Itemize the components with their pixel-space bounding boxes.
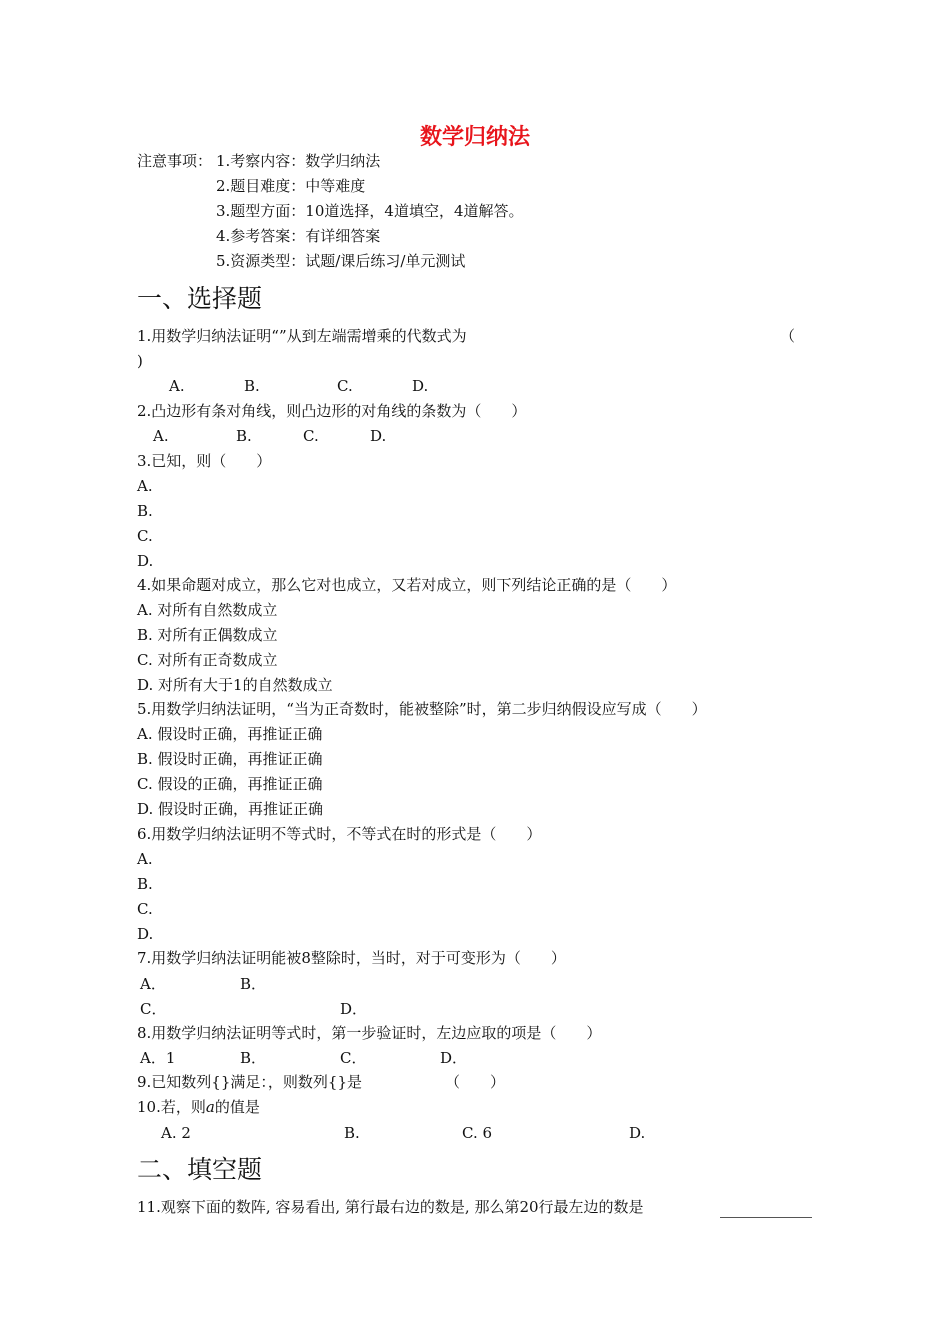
question-2-option: C. — [303, 427, 319, 445]
notes-item: 2.题目难度：中等难度 — [216, 177, 366, 195]
question-5-stem: 5.用数学归纳法证明，“当为正奇数时，能被整除”时，第二步归纳假设应写成（ ） — [137, 700, 707, 718]
question-5-option: B. 假设时正确，再推证正确 — [137, 750, 323, 768]
notes-label: 注意事项： — [137, 152, 213, 170]
notes-item: 4.参考答案：有详细答案 — [216, 227, 381, 245]
question-1-option: C. — [337, 377, 353, 395]
notes-item: 5.资源类型：试题/课后练习/单元测试 — [216, 252, 466, 270]
question-4-option: B. 对所有正偶数成立 — [137, 626, 278, 644]
question-10-option: C. 6 — [462, 1124, 493, 1142]
question-1-paren-close: ) — [137, 352, 143, 370]
question-5-option: C. 假设的正确，再推证正确 — [137, 775, 323, 793]
question-6-option: D. — [137, 925, 154, 943]
question-9-paren: （ ） — [445, 1073, 506, 1091]
question-8-option: C． — [340, 1049, 367, 1067]
question-2-option: D. — [370, 427, 387, 445]
question-6-option: B. — [137, 875, 153, 893]
question-1-option: B. — [244, 377, 260, 395]
section-heading-choice: 一、选择题 — [137, 284, 263, 313]
question-1-option: A. — [169, 377, 185, 395]
question-6-stem: 6.用数学归纳法证明不等式时，不等式在时的形式是（ ） — [137, 825, 542, 843]
question-8-option: B． — [240, 1049, 267, 1067]
question-7-stem: 7.用数学归纳法证明能被8整除时，当时，对于可变形为（ ） — [137, 949, 566, 967]
question-5-option: A. 假设时正确，再推证正确 — [137, 725, 323, 743]
question-3-option: C. — [137, 527, 153, 545]
question-2-option: A. — [153, 427, 169, 445]
question-9-stem: 9.已知数列{}满足：，则数列{}是 — [137, 1073, 362, 1091]
question-3-option: B. — [137, 502, 153, 520]
question-2-stem: 2.凸边形有条对角线，则凸边形的对角线的条数为（ ） — [137, 402, 527, 420]
question-4-stem: 4.如果命题对成立，那么它对也成立，又若对成立，则下列结论正确的是（ ） — [137, 576, 677, 594]
document-title: 数学归纳法 — [419, 125, 530, 150]
question-7-option: A． — [140, 975, 166, 993]
question-10-stem-a: 10.若，则 — [137, 1098, 206, 1116]
question-10-option: A. 2 — [161, 1124, 191, 1142]
question-3-option: A. — [137, 477, 153, 495]
answer-blank-line — [720, 1217, 812, 1218]
notes-item: 3.题型方面：10道选择，4道填空，4道解答。 — [216, 202, 524, 220]
question-5-option: D. 假设时正确，再推证正确 — [137, 800, 324, 818]
question-8-option: D． — [440, 1049, 468, 1067]
question-10-variable: a — [205, 1098, 215, 1116]
question-1-option: D. — [412, 377, 429, 395]
question-10-stem-b: 的值是 — [214, 1098, 260, 1116]
section-heading-fill-blank: 二、填空题 — [137, 1155, 263, 1184]
notes-item: 1.考察内容：数学归纳法 — [216, 152, 381, 170]
question-10-stem — [137, 1097, 260, 1117]
question-7-option: C． — [140, 1000, 167, 1018]
question-10-option: D. — [629, 1124, 646, 1142]
question-11-stem: 11.观察下面的数阵, 容易看出, 第行最右边的数是, 那么第20行最左边的数是 — [137, 1198, 644, 1216]
question-8-stem: 8.用数学归纳法证明等式时，第一步验证时，左边应取的项是（ ） — [137, 1024, 602, 1042]
question-4-option: A. 对所有自然数成立 — [137, 601, 278, 619]
question-6-option: C. — [137, 900, 153, 918]
question-4-option: C. 对所有正奇数成立 — [137, 651, 278, 669]
question-4-option: D. 对所有大于1的自然数成立 — [137, 676, 333, 694]
question-7-option: D． — [340, 1000, 368, 1018]
question-1-stem: 1.用数学归纳法证明“”从到左端需增乘的代数式为 — [137, 327, 467, 345]
question-1-paren-open: （ — [780, 327, 796, 345]
question-6-option: A. — [137, 850, 153, 868]
question-2-option: B. — [236, 427, 252, 445]
question-3-option: D. — [137, 552, 154, 570]
question-7-option: B． — [240, 975, 267, 993]
question-3-stem: 3.已知，则（ ） — [137, 452, 272, 470]
question-10-option: B. — [344, 1124, 360, 1142]
question-8-option: A．1 — [140, 1049, 176, 1067]
